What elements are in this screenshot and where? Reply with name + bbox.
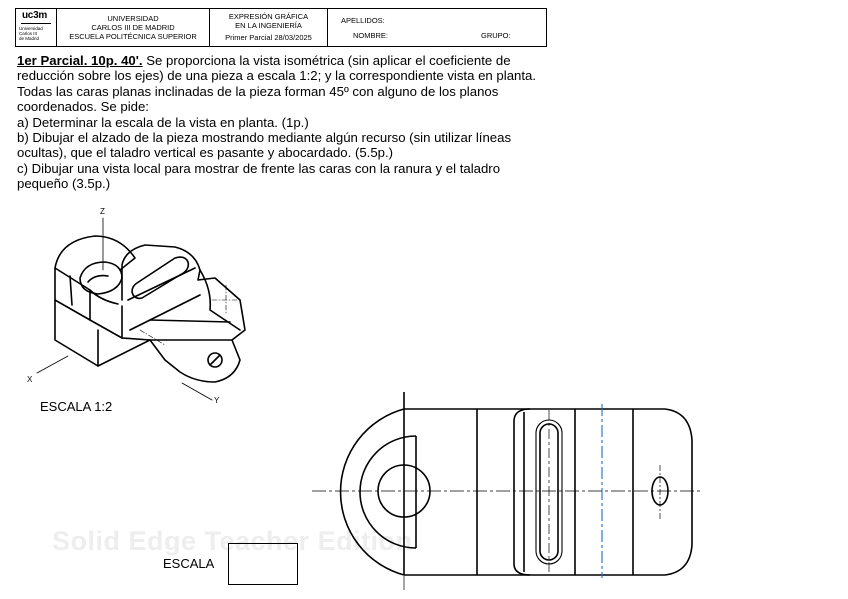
group-label: GRUPO:	[481, 31, 511, 40]
isometric-scale-label: ESCALA 1:2	[40, 399, 113, 414]
statement-item-a: a) Determinar la escala de la vista en planta. (1p.)	[17, 114, 309, 130]
surname-label: APELLIDOS:	[341, 16, 385, 25]
name-label: NOMBRE:	[353, 31, 389, 40]
university-name: UNIVERSIDAD CARLOS III DE MADRID ESCUELA POLITÉCNICA SUPERIOR	[57, 9, 210, 46]
statement-item-c: c) Dibujar una vista local para mostrar de frente las caras con la ranura y el taladro pequeño (3.5p.)	[17, 160, 501, 192]
axis-y-label: Y	[214, 396, 220, 405]
logo-subtext: Universidad Carlos III de Madrid	[19, 26, 43, 41]
plan-outer-arc	[341, 409, 404, 575]
plan-counterbore-arc	[360, 436, 416, 548]
axis-z-label: Z	[100, 207, 105, 216]
exam-date: Primer Parcial 28/03/2025	[225, 33, 312, 42]
isometric-view	[37, 218, 245, 400]
plan-scale-label: ESCALA	[163, 556, 215, 571]
axis-x-line	[37, 356, 68, 373]
scale-answer-box[interactable]	[228, 543, 298, 585]
statement-intro: 1er Parcial. 10p. 40'. Se proporciona la vista isométrica (sin aplicar el coeficiente de reducción sobre los ejes) de una pieza a escala 1:2; y la correspondiente vista en planta. Todas las caras planas inclinadas de la pieza forman 45º con alguno de los planos coordenados. Se pide:	[17, 53, 537, 115]
boss-hole	[80, 262, 122, 294]
logo-text: uc3m	[22, 10, 47, 21]
statement-lead: 1er Parcial. 10p. 40'.	[17, 53, 143, 68]
plan-view	[312, 392, 700, 590]
boss-front	[55, 268, 90, 320]
statement-item-b: b) Dibujar el alzado de la pieza mostrando mediante algún recurso (sin utilizar líneas ocultas), que el taladro vertical es pasante y abocardado. (5.5p.)	[17, 130, 512, 161]
boss-top	[55, 236, 135, 270]
axis-y-line	[182, 383, 212, 400]
slot	[132, 257, 188, 298]
block-outline	[122, 245, 245, 382]
course-name: EXPRESIÓN GRÁFICA EN LA INGENIERÍA Primer Parcial 28/03/2025	[210, 9, 328, 46]
watermark: Solid Edge Teacher Edition	[52, 526, 413, 556]
axis-x-label: X	[27, 375, 33, 384]
